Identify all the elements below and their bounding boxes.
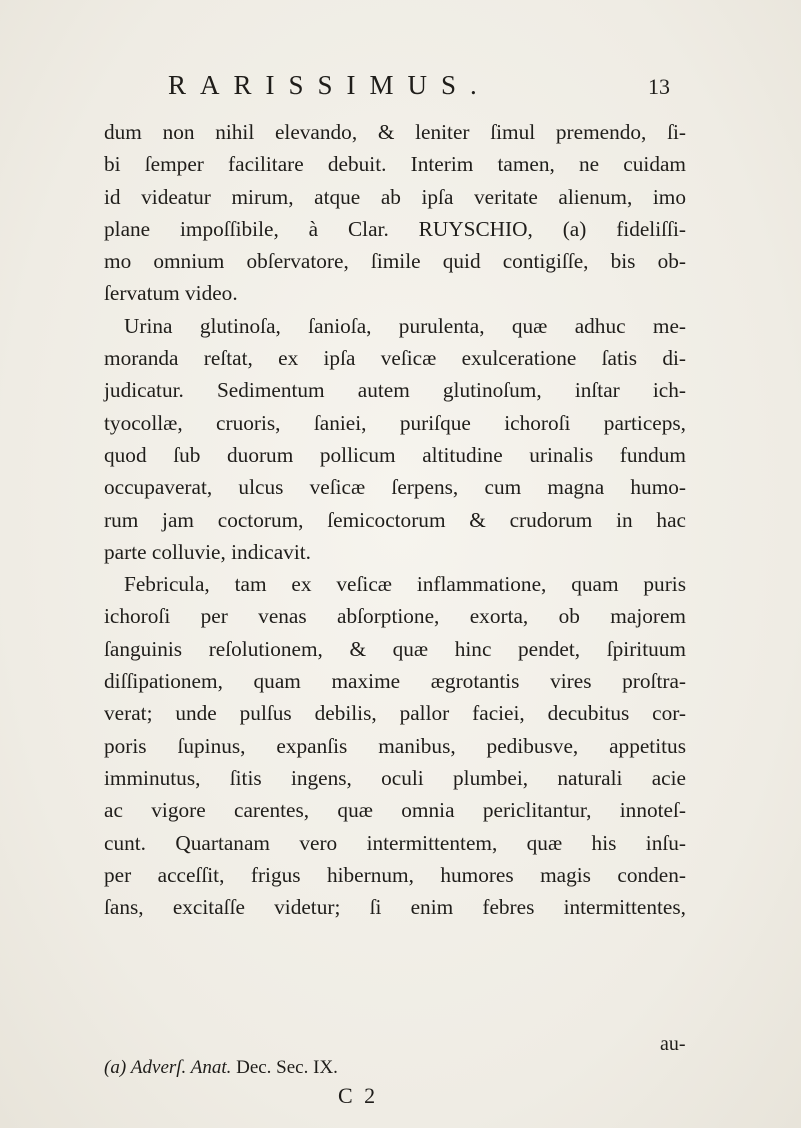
text-line: ſanguinis reſolutionem, & quæ hinc pendet, ſpirituum <box>104 636 686 661</box>
text-line: tyocollæ, cruoris, ſaniei, puriſque ichoroſi particeps, <box>104 410 686 435</box>
catchword: au- <box>660 1033 686 1055</box>
text-line: judicatur. Sedimentum autem glutinoſum, inſtar ich- <box>104 378 686 403</box>
text-line: moranda reſtat, ex ipſa veſicæ exulceratione ſatis di- <box>104 346 686 371</box>
text-line: poris ſupinus, expanſis manibus, pedibusve, appetitus <box>104 733 686 758</box>
footnote-source: Adverſ. Anat. <box>130 1057 232 1078</box>
text-line: Febricula, tam ex veſicæ inflammatione, quam puris <box>124 572 686 597</box>
text-line: ſervatum video. <box>104 281 238 306</box>
text-line: parte colluvie, indicavit. <box>104 539 311 564</box>
text-line: bi ſemper facilitare debuit. Interim tamen, ne cuidam <box>104 152 686 177</box>
text-line: ac vigore carentes, quæ omnia periclitantur, innoteſ- <box>104 798 686 823</box>
text-line: Urina glutinoſa, ſanioſa, purulenta, quæ adhuc me- <box>124 313 686 338</box>
text-line: diſſipationem, quam maxime ægrotantis vires proſtra- <box>104 669 686 694</box>
text-line: imminutus, ſitis ingens, oculi plumbei, naturali acie <box>104 765 686 790</box>
text-line: ſans, excitaſſe videtur; ſi enim febres intermittentes, <box>104 895 686 920</box>
text-line: occupaverat, ulcus veſicæ ſerpens, cum magna humo- <box>104 475 686 500</box>
text-line: rum jam coctorum, ſemicoctorum & crudorum in hac <box>104 507 686 532</box>
text-line: id videatur mirum, atque ab ipſa veritate alienum, imo <box>104 184 686 209</box>
text-line: mo omnium obſervatore, ſimile quid contigiſſe, bis ob- <box>104 249 686 274</box>
footnote-reference: Dec. Sec. IX. <box>236 1057 338 1078</box>
text-line: verat; unde pulſus debilis, pallor faciei, decubitus cor- <box>104 701 686 726</box>
signature-mark: C 2 <box>338 1083 379 1108</box>
text-line: dum non nihil elevando, & leniter ſimul premendo, ſi- <box>104 120 686 144</box>
text-line: plane impoſſibile, à Clar. RUYSCHIO, (a) fideliſſi- <box>104 216 686 241</box>
footnote <box>104 1057 338 1079</box>
text-line: ichoroſi per venas abſorptione, exorta, ob majorem <box>104 604 686 629</box>
page-number: 13 <box>648 74 670 99</box>
footnote-mark: (a) <box>104 1057 127 1078</box>
text-line: cunt. Quartanam vero intermittentem, quæ his inſu- <box>104 830 686 855</box>
body-text <box>104 116 686 923</box>
text-line: quod ſub duorum pollicum altitudine urinalis fundum <box>104 442 686 467</box>
running-title: RARISSIMUS. <box>168 70 491 100</box>
text-line: per acceſſit, frigus hibernum, humores magis conden- <box>104 862 686 887</box>
